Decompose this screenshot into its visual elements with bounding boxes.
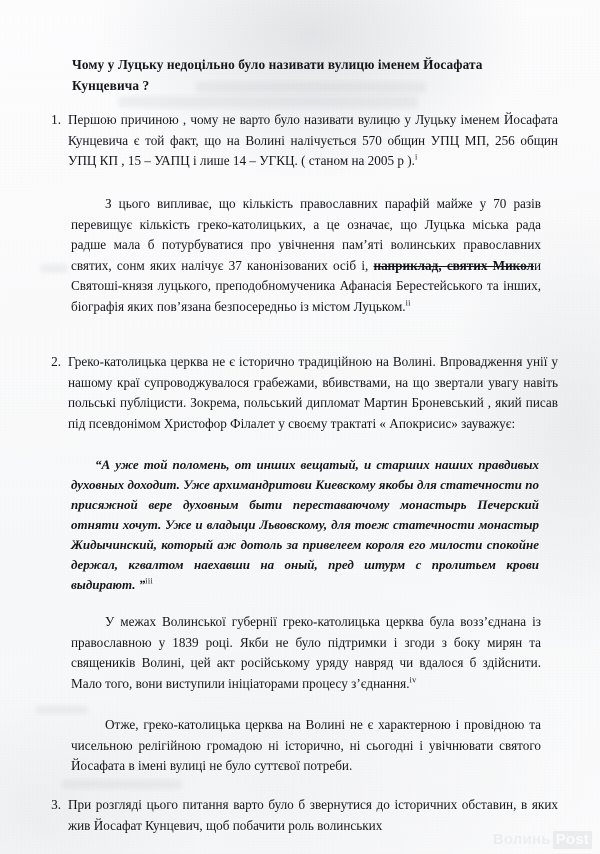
list-item-number: 3.: [51, 797, 61, 812]
list-item-3: [42, 795, 558, 836]
footnote-marker-iv: iv: [409, 675, 417, 685]
paper-smudge: [40, 264, 68, 273]
blockquote-text: “А уже той поломень, от инших вещатый, и старших наших правдивых духовных доходит. Уже архимандритови Киевскому якобы для статечности по присяжной вере духовным быти переставаючому монастырь Печерский отняти хочут. Уже и владыци Львовскому, для тоеж статечности монастыр Жидычинский, который аж дотоль за привелеем короля его милости спокойне держал, кгвалтом наехавши на оный, пред штурм с пролитьем крови выдирают. ”: [71, 457, 539, 592]
list-item-1: [42, 110, 558, 172]
paragraph-consequence: [71, 194, 541, 317]
paragraph-conclusion: Отже, греко-католицька церква на Волині не є характерною і провідною та чисельною релігійною громадою ні історично, ні сьогодні і увічнювати святого Йосафата в імені вулиці не було суттєвої потреби.: [71, 717, 541, 773]
paragraph-consequence-part1: З цього випливає, що кількість православних парафій майже у 70 разів перевищує кількість греко-католицьких, а це означає, що Луцька міська рада радше мала б потурбуватися про увічнення пам’яті волинських православних святих, сонм яких налічує 37 канонізованих осіб і,: [71, 196, 541, 273]
paper-smudge: [36, 706, 88, 714]
paragraph-volyn-gubernia-text: У межах Волинської губернії греко-католицька церква була возз’єднана із православною у 1839 році. Якби не було підтримки і згоди з боку мирян та священиків Волині, цей акт російському уряду навряд чи вдалося б здійснити. Мало того, вони виступили ініціаторами процесу з’єднання.: [71, 614, 541, 691]
watermark-text-primary: Волинь: [492, 831, 551, 848]
footnote-marker-ii: ii: [405, 298, 411, 308]
list-item-text: Греко-католицька церква не є історично традиційною на Волині. Впровадження унії у нашому краї супроводжувалося грабежами, вбивствами, на що звертали увагу навіть польські публіцисти. Зокрема, польський дипломат Мартин Броневський , який писав під псевдонімом Христофор Філалет у своєму трактаті « Апокрисис» зауважує:: [68, 354, 558, 431]
struck-through-text: наприклад, святих Микол: [373, 257, 534, 273]
list-item-text: [68, 110, 558, 172]
list-item-number: 2.: [51, 354, 61, 369]
blockquote-apokrysys: [71, 455, 539, 595]
footnote-marker-iii: iii: [145, 576, 154, 586]
watermark: [493, 831, 592, 848]
paragraph-volyn-gubernia: [71, 612, 541, 694]
paper-smudge: [62, 780, 182, 789]
footnote-marker-i: i: [414, 152, 418, 162]
list-item-1-body: Першою причиною , чому не варто було називати вулицю у Луцьку іменем Йосафата Кунцевича є той факт, що на Волині налічується 570 общин УПЦ МП, 256 общин УПЦ КП , 15 – УАПЦ і лише 14 – УГКЦ. ( станом на 2005 р ).: [68, 112, 558, 168]
list-item-2: [42, 352, 558, 434]
paragraph-consequence-part2: и Святоші-князя луцького, преподобномученика Афанасія Берестейського та інших, біографія яких пов’язана безпосередньо із містом Луцьком.: [71, 257, 541, 314]
paper-smudge: [118, 96, 418, 108]
watermark-text-secondary: Post: [553, 831, 592, 849]
page-title: Чому у Луцьку недоцільно було називати вулицю іменем Йосафата Кунцевича ?: [72, 57, 483, 93]
list-item-number: 1.: [51, 112, 61, 127]
list-item-text: При розгляді цього питання варто було б звернутися до історичних обставин, в яких жив Йосафат Кунцевич, щоб побачити роль волинських: [68, 797, 558, 833]
